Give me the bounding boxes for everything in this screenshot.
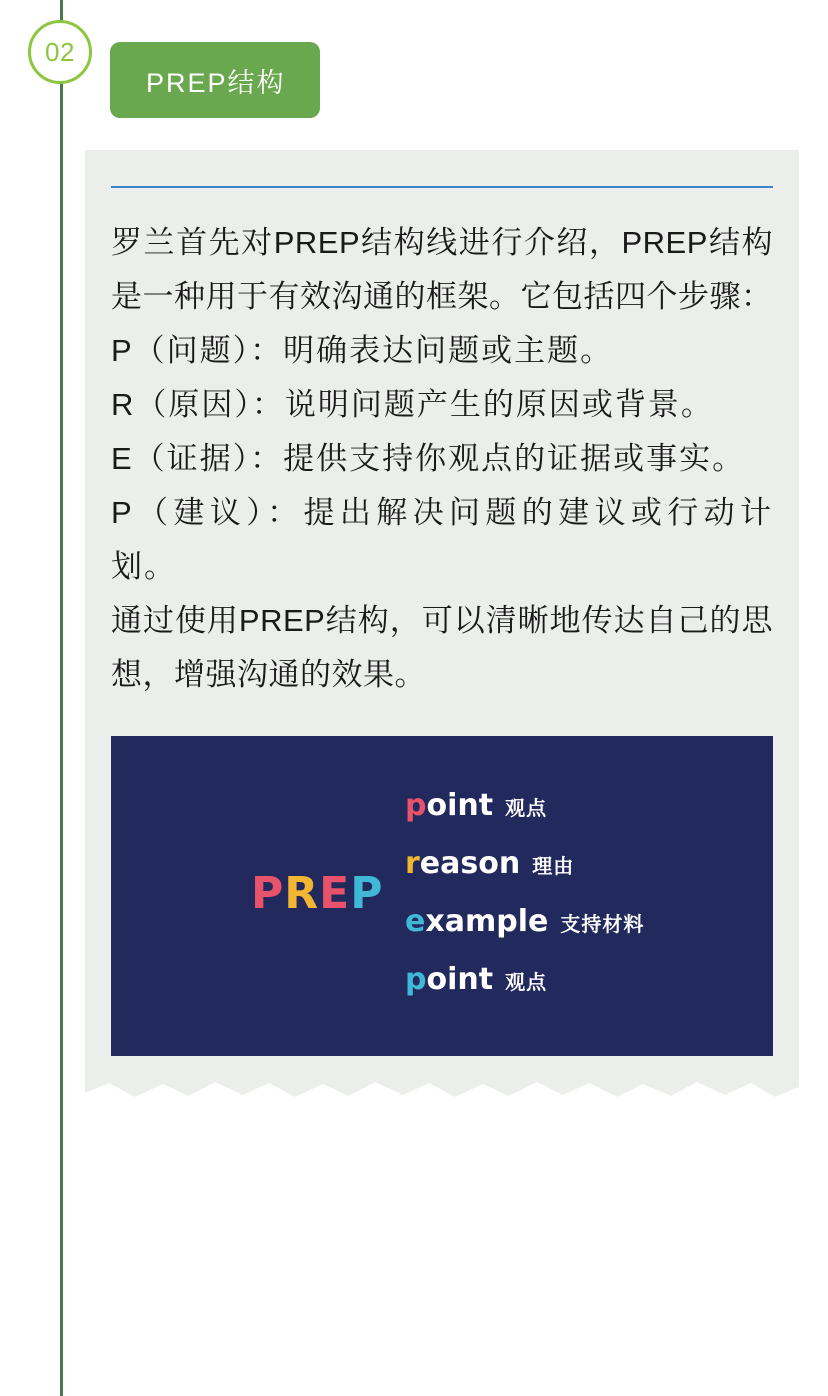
prep-legend-zh-reason: 理由 [532,856,575,878]
prep-logo-letter-3: E [319,868,351,919]
paragraph-e-evidence: E（证据）：提供支持你观点的证据或事实。 [111,441,746,476]
prep-legend-zh-example: 支持材料 [560,914,645,936]
prep-legend-list [405,788,805,1020]
paragraph-p-proposal: P（建议）：提出解决问题的建议或行动计划。 [111,495,773,584]
prep-logo-letter-4: P [350,868,384,919]
prep-logo-letter-1: P [251,868,285,919]
paragraph-r-reason: R（原因）：说明问题产生的原因或背景。 [111,387,714,422]
paragraph-summary: 通过使用PREP结构，可以清晰地传达自己的思想，增强沟通的效果。 [111,603,773,692]
section-number-badge: 02 [28,20,92,84]
prep-legend-en-reason: reason [405,846,521,881]
prep-figure [111,736,773,1056]
prep-legend-zh-point: 观点 [505,798,548,820]
prep-legend-item-point [405,788,805,846]
section-title-pill: PREP结构 [110,42,320,118]
prep-legend-item-example [405,904,805,962]
prep-logo-letter-2: R [284,868,320,919]
prep-logo [251,868,383,919]
prep-legend-en-example: example [405,904,549,939]
left-rail-line [60,0,63,1396]
prep-legend-en-point: point [405,788,494,823]
section-header [0,20,828,102]
paragraph-p-problem: P（问题）：明确表达问题或主题。 [111,333,614,368]
prep-legend-en-point-2: point [405,962,494,997]
paragraph-intro: 罗兰首先对PREP结构线进行介绍，PREP结构是一种用于有效沟通的框架。它包括四个步骤： [111,225,773,314]
prep-legend-zh-point-2: 观点 [505,972,548,994]
card-text-body [85,188,799,702]
prep-legend-item-reason [405,846,805,904]
content-card [85,150,799,1078]
prep-legend-item-point-2 [405,962,805,1020]
torn-paper-edge [85,1077,799,1105]
